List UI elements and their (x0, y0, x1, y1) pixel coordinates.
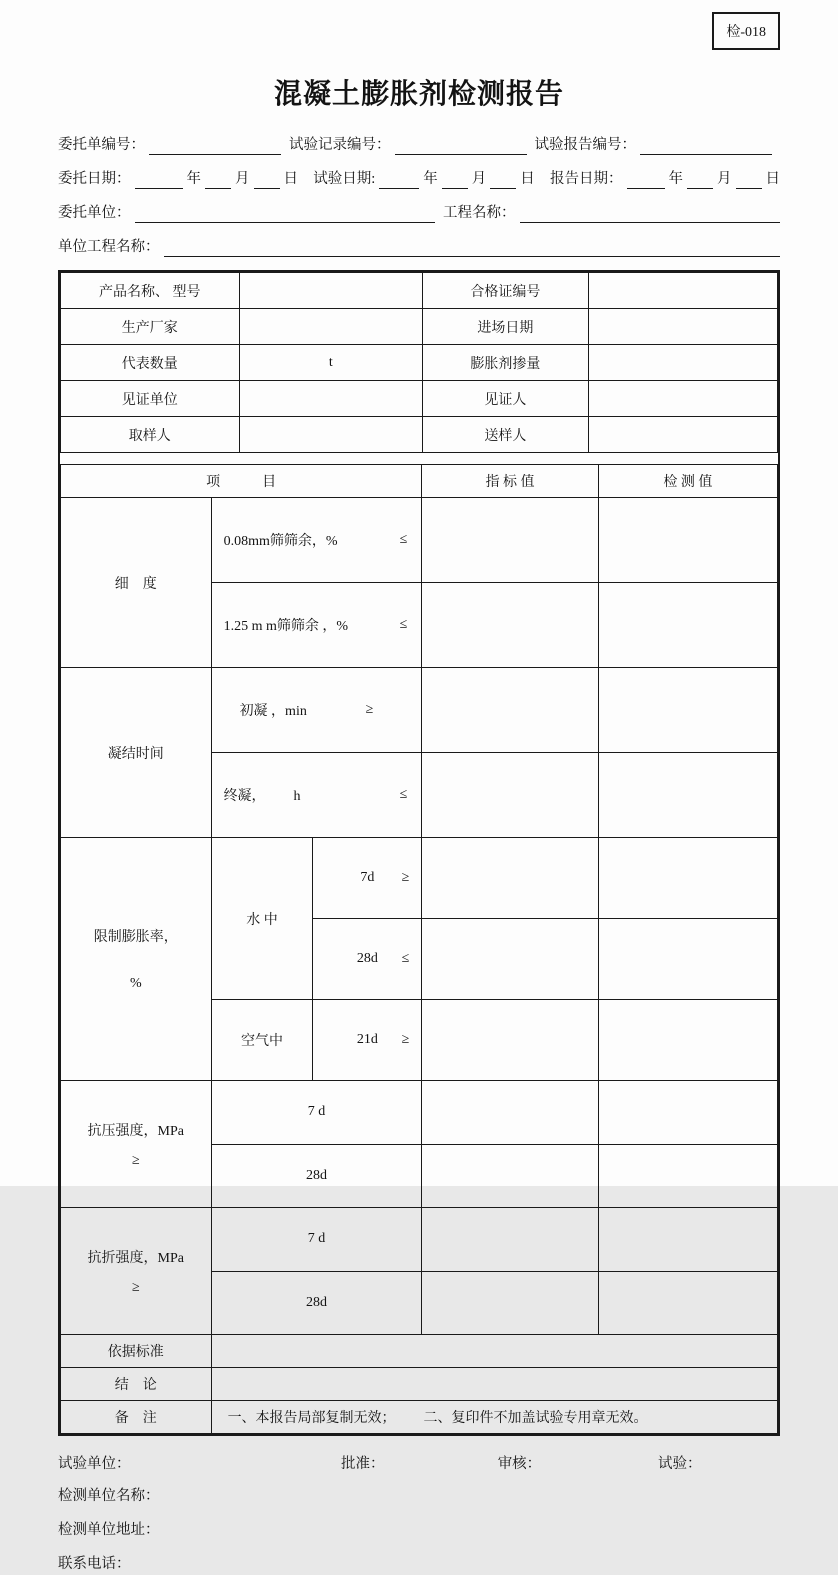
compressive-28d-test-value (598, 1144, 777, 1208)
air-21d-age: 21d (356, 1032, 378, 1047)
entrust-unit-label: 委托单位： (58, 205, 131, 221)
org-name-label: 检测单位名称： (58, 1488, 160, 1504)
compressive-strength-label-line1: 抗压强度，MPa (87, 1123, 184, 1139)
flexural-strength-label (61, 1208, 212, 1335)
flexural-7d-age: 7 d (211, 1208, 422, 1272)
product-name-label: 产品名称、 型号 (61, 273, 240, 309)
compressive-28d-age: 28d (211, 1144, 422, 1208)
unit-project-name-label: 单位工程名称： (58, 239, 160, 255)
certificate-no-label: 合格证编号 (423, 273, 589, 309)
le-symbol: ≤ (399, 532, 408, 547)
initial-setting-cell (211, 668, 422, 753)
title-bar (58, 0, 780, 112)
water-28d-cell (313, 919, 422, 1000)
expansion-rate-label-line1: 限制膨胀率， (93, 930, 178, 946)
test-month-blank (442, 170, 468, 189)
report-date-group (550, 169, 780, 189)
final-setting-cell (211, 753, 422, 838)
report-no-label: 试验报告编号： (534, 137, 636, 153)
final-setting-test-value (598, 753, 777, 838)
test-unit-label: 试验单位： (58, 1456, 131, 1472)
le-symbol: ≤ (401, 951, 410, 966)
dosage-label: 膨胀剂掺量 (423, 345, 589, 381)
dosage-value (588, 345, 777, 381)
witness-unit-value (239, 381, 423, 417)
field-row-dates (58, 168, 780, 189)
month-label: 月 (471, 171, 487, 187)
year-label: 年 (668, 171, 683, 187)
flexural-row-1 (61, 1208, 778, 1272)
manufacturer-value (239, 309, 423, 345)
approved-by-label: 批准： (341, 1456, 385, 1472)
basis-standard-label: 依据标准 (61, 1335, 212, 1368)
compressive-strength-label (61, 1081, 212, 1208)
initial-setting-text: 初凝 ，min (239, 704, 307, 719)
le-symbol: ≤ (399, 617, 408, 632)
ge-symbol: ≥ (365, 702, 374, 717)
flexural-28d-age: 28d (211, 1271, 422, 1335)
signature-row (58, 1452, 780, 1473)
form-code-badge: 检-018 (712, 12, 780, 50)
water-28d-age: 28d (356, 951, 378, 966)
month-label: 月 (717, 171, 732, 187)
water-7d-cell (313, 838, 422, 919)
test-year-blank (379, 170, 419, 189)
water-7d-test-value (598, 838, 777, 919)
day-label: 日 (520, 171, 535, 187)
sieve-008-index-value (422, 498, 598, 583)
test-day-blank (490, 170, 516, 189)
flexural-7d-test-value (598, 1208, 777, 1272)
entrust-date-label: 委托日期： (58, 171, 131, 187)
remark-label: 备 注 (61, 1401, 212, 1434)
air-21d-cell (313, 1000, 422, 1081)
entrust-date-group (58, 169, 298, 189)
entrust-no-blank (149, 136, 281, 155)
compressive-7d-index-value (422, 1081, 598, 1145)
certificate-no-value (588, 273, 777, 309)
test-date-group (313, 169, 535, 189)
sieve-125-test-value (598, 583, 777, 668)
report-date-label: 报告日期： (550, 171, 623, 187)
table-row (61, 309, 778, 345)
remark-text: 一、本报告局部复制无效； 二、复印件不加盖试验专用章无效。 (211, 1401, 777, 1434)
basis-row (61, 1335, 778, 1368)
report-no-blank (640, 136, 772, 155)
field-row-unit-project (58, 236, 780, 257)
setting-row-1 (61, 668, 778, 753)
entry-date-value (588, 309, 777, 345)
tables-frame (58, 270, 780, 1436)
index-value-header: 指 标 值 (422, 465, 598, 498)
header-fields (58, 134, 780, 257)
test-value-header: 检 测 值 (598, 465, 777, 498)
flexural-7d-index-value (422, 1208, 598, 1272)
final-setting-text: 终凝， h (223, 789, 301, 804)
in-water-label: 水 中 (211, 838, 313, 1000)
test-result-table (60, 464, 778, 1434)
sampler-value (239, 417, 423, 453)
setting-time-label: 凝结时间 (61, 668, 212, 838)
quantity-label: 代表数量 (61, 345, 240, 381)
table-row (61, 417, 778, 453)
final-setting-index-value (422, 753, 598, 838)
compressive-28d-index-value (422, 1144, 598, 1208)
field-row-numbers (58, 134, 780, 155)
witness-unit-label: 见证单位 (61, 381, 240, 417)
unit-project-name-blank (164, 238, 781, 257)
compressive-row-1 (61, 1081, 778, 1145)
sample-info-table (60, 272, 778, 453)
flexural-strength-label-line1: 抗折强度，MPa (87, 1250, 184, 1266)
sieve-008-test-value (598, 498, 777, 583)
sieve-125-index-value (422, 583, 598, 668)
sample-sender-label: 送样人 (423, 417, 589, 453)
flexural-28d-index-value (422, 1271, 598, 1335)
fineness-label: 细 度 (61, 498, 212, 668)
footer (58, 1452, 780, 1575)
sieve-008-text: 0.08mm筛筛余，% (223, 534, 338, 549)
record-no-blank (395, 136, 527, 155)
compressive-7d-age: 7 d (211, 1081, 422, 1145)
le-symbol: ≤ (399, 787, 408, 802)
manufacturer-label: 生产厂家 (61, 309, 240, 345)
fineness-row-1 (61, 498, 778, 583)
expansion-row-1 (61, 838, 778, 919)
entrust-no-label: 委托单编号： (58, 137, 145, 153)
test-date-label: 试验日期: (313, 171, 376, 187)
conclusion-row (61, 1368, 778, 1401)
table-row (61, 273, 778, 309)
year-label: 年 (423, 171, 438, 187)
basis-standard-value (211, 1335, 777, 1368)
air-21d-test-value (598, 1000, 777, 1081)
witness-person-value (588, 381, 777, 417)
org-address-label: 检测单位地址： (58, 1522, 160, 1538)
entry-date-label: 进场日期 (423, 309, 589, 345)
year-label: 年 (186, 171, 201, 187)
water-28d-index-value (422, 919, 598, 1000)
quantity-unit-value: t (239, 345, 423, 381)
remark-row (61, 1401, 778, 1434)
report-month-blank (687, 170, 713, 189)
expansion-rate-label-line2: % (129, 975, 142, 991)
project-name-label: 工程名称： (443, 205, 516, 221)
ge-symbol: ≥ (401, 870, 410, 885)
result-header-row (61, 465, 778, 498)
sampler-label: 取样人 (61, 417, 240, 453)
page-title: 混凝土膨胀剂检测报告 (273, 79, 564, 110)
table-row (61, 345, 778, 381)
initial-setting-test-value (598, 668, 777, 753)
water-7d-age: 7d (360, 870, 375, 885)
sieve-125-text: 1.25 m m筛筛余 ，% (223, 619, 349, 634)
air-21d-index-value (422, 1000, 598, 1081)
entrust-unit-blank (135, 204, 436, 223)
sieve-125-cell (211, 583, 422, 668)
phone-label: 联系电话： (58, 1556, 131, 1572)
month-label: 月 (235, 171, 250, 187)
sample-sender-value (588, 417, 777, 453)
table-section-divider (60, 453, 778, 464)
record-no-label: 试验记录编号： (289, 137, 391, 153)
project-name-blank (520, 204, 780, 223)
expansion-rate-label (61, 838, 212, 1081)
entrust-year-blank (135, 170, 183, 189)
witness-person-label: 见证人 (423, 381, 589, 417)
in-air-label: 空气中 (211, 1000, 313, 1081)
tested-by-label: 试验： (657, 1456, 702, 1472)
entrust-day-blank (254, 170, 280, 189)
flexural-28d-test-value (598, 1271, 777, 1335)
report-day-blank (736, 170, 762, 189)
item-header: 项 目 (61, 465, 422, 498)
reviewed-by-label: 审核： (497, 1456, 542, 1472)
water-7d-index-value (422, 838, 598, 919)
report-year-blank (627, 170, 665, 189)
ge-symbol: ≥ (131, 1152, 140, 1168)
compressive-7d-test-value (598, 1081, 777, 1145)
table-row (61, 381, 778, 417)
entrust-month-blank (205, 170, 231, 189)
ge-symbol: ≥ (401, 1032, 410, 1047)
day-label: 日 (283, 171, 298, 187)
day-label: 日 (765, 171, 780, 187)
water-28d-test-value (598, 919, 777, 1000)
field-row-units (58, 202, 780, 223)
initial-setting-index-value (422, 668, 598, 753)
sieve-008-cell (211, 498, 422, 583)
ge-symbol: ≥ (131, 1279, 140, 1295)
product-name-value (239, 273, 423, 309)
conclusion-value (211, 1368, 777, 1401)
conclusion-label: 结 论 (61, 1368, 212, 1401)
